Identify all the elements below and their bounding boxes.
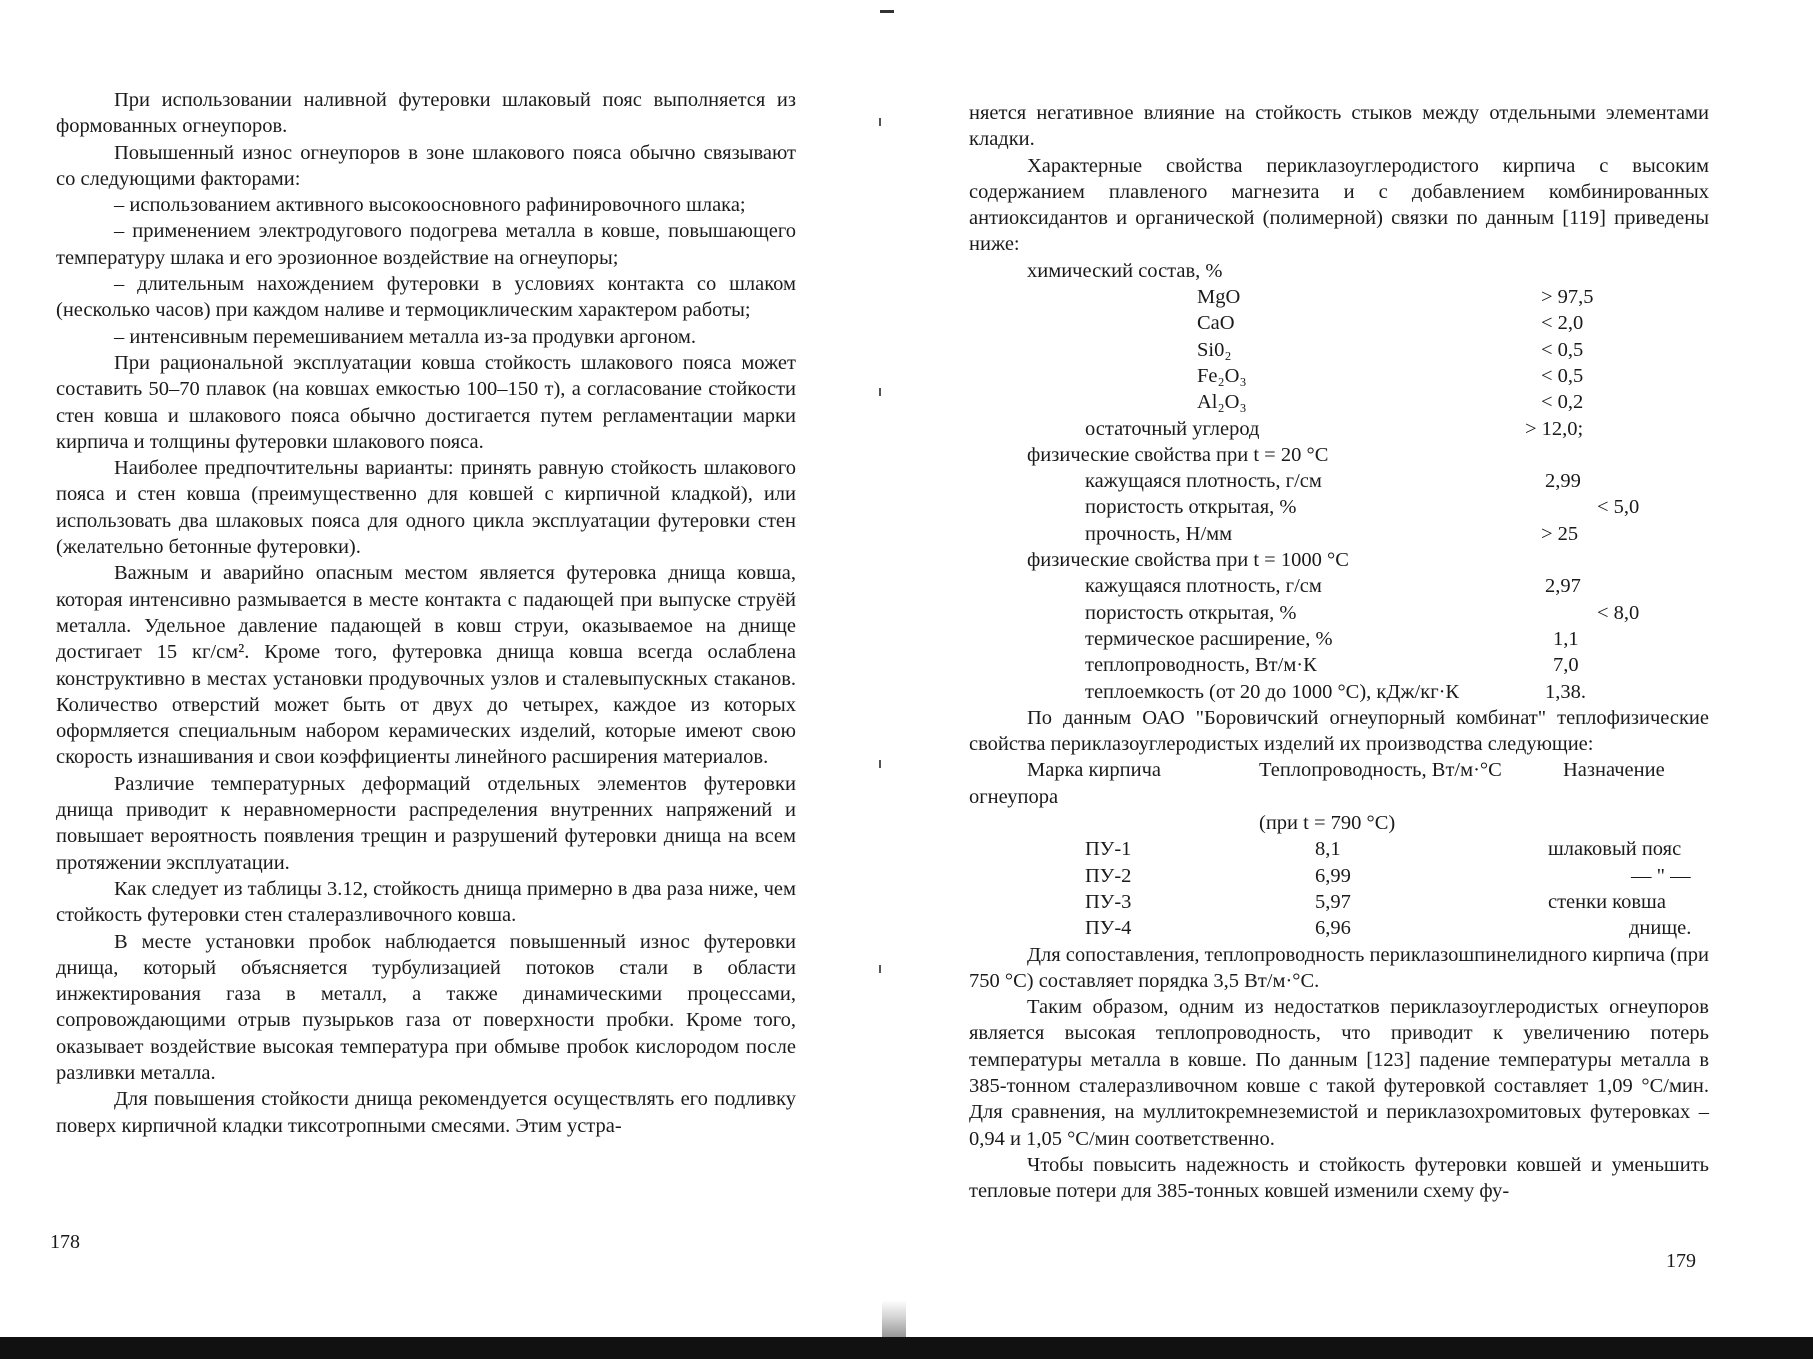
paragraph: Характерные свойства периклазоуглеродистого кирпича с высоким содержанием плавленого магнезита и с добавлением комбинированных антиоксидантов и органической (полимерной) связки по данным [119] приведены ниже: — [969, 154, 1709, 256]
property-name: теплопроводность, Вт/м·К — [1085, 654, 1317, 677]
table-cell: 8,1 — [1315, 838, 1341, 861]
paragraph: няется негативное влияние на стойкость стыков между отдельными элементами кладки. — [969, 102, 1709, 151]
table-cell: шлаковый пояс — [1548, 838, 1682, 861]
paragraph: По данным ОАО "Боровичский огнеупорный комбинат" теплофизические свойства периклазоуглеродистых изделий их производства следующие: — [969, 706, 1709, 756]
paragraph: Для повышения стойкости днища рекомендуется осуществлять его подливку поверх кирпичной кладки тиксотропными смесями. Этим устра- — [56, 1088, 796, 1137]
property-value: 1,38. — [1545, 680, 1586, 703]
left-text-column — [56, 87, 796, 1139]
property-name: остаточный углерод — [1085, 417, 1260, 440]
page-number: 179 — [1666, 1250, 1696, 1272]
list-item: – длительным нахождением футеровки в условиях контакта со шлаком (несколько часов) при каждом наливе и термоциклическим характером работы; — [56, 273, 796, 322]
table-cell: ПУ-4 — [1085, 917, 1132, 940]
column-header: Назначение — [1563, 759, 1665, 782]
property-value: < 0,2 — [1541, 391, 1584, 414]
table-cell: ПУ-1 — [1085, 838, 1132, 861]
column-subheader: (при t = 790 °С) — [1259, 812, 1396, 835]
brick-table — [969, 757, 1709, 941]
property-name: кажущаяся плотность, г/см — [1085, 575, 1322, 598]
list-item: – интенсивным перемешиванием металла из-за продувки аргоном. — [114, 325, 697, 348]
property-name: Al₂O₃ — [1197, 391, 1247, 414]
property-value: 7,0 — [1553, 654, 1579, 677]
scan-bottom-edge — [0, 1337, 1813, 1359]
paragraph: Важным и аварийно опасным местом является футеровка днища ковша, которая интенсивно размывается в месте контакта с падающей при выпуске струёй металла. Удельное давление падающей в ковш струи, оказываемое на днище достигает 15 кг/см². Кроме того, футеровка днища ковша всегда ослаблена конструктивно в местах установки продувочных узлов и сталевыпускных стаканов. Количество отверстий может быть от двух до четырех, каждое из которых оформляется специальным набором керамических изделий, которые имеют свою скорость изнашивания и свои коэффициенты линейного расширения материалов. — [56, 562, 796, 769]
property-name: CaO — [1197, 312, 1235, 335]
property-value: < 8,0 — [1597, 601, 1640, 624]
property-name: пористость открытая, % — [1085, 496, 1297, 519]
property-list — [969, 258, 1709, 705]
column-header: Теплопроводность, Вт/м·°С — [1259, 759, 1502, 782]
property-name: прочность, Н/мм — [1085, 522, 1233, 545]
property-value: 2,97 — [1545, 575, 1581, 598]
paragraph: Повышенный износ огнеупоров в зоне шлакового пояса обычно связывают со следующими факторами: — [56, 141, 796, 190]
paragraph: При рациональной эксплуатации ковша стойкость шлакового пояса может составить 50–70 плавок (на ковшах емкостью 100–150 т), а согласование стойкости стен ковша и шлакового пояса обычно достигается путем регламентации марки кирпича и толщины футеровки шлакового пояса. — [56, 351, 796, 453]
paragraph: Для сопоставления, теплопроводность периклазошпинелидного кирпича (при 750 °С) составляет порядка 3,5 Вт/м·°С. — [969, 943, 1709, 992]
right-text-column — [969, 100, 1709, 1204]
table-row — [969, 836, 1709, 862]
paragraph: При использовании наливной футеровки шлаковый пояс выполняется из формованных огнеупоров. — [56, 89, 796, 138]
table-cell: стенки ковша — [1548, 890, 1666, 913]
column-header: огнеупора — [969, 785, 1059, 808]
property-name: Si0₂ — [1197, 338, 1232, 361]
page-number: 178 — [50, 1231, 80, 1253]
table-cell: днище. — [1629, 917, 1692, 940]
property-name: пористость открытая, % — [1085, 601, 1297, 624]
property-value: < 5,0 — [1597, 496, 1640, 519]
list-item: – применением электродугового подогрева металла в ковше, повышающего температуру шлака и его эрозионное воздействие на огнеупоры; — [56, 220, 796, 269]
paragraph: Как следует из таблицы 3.12, стойкость днища примерно в два раза ниже, чем стойкость футеровки стен сталеразливочного ковша. — [56, 877, 796, 927]
paragraph: Таким образом, одним из недостатков периклазоуглеродистых огнеупоров является высокая теплопроводность, что приводит к увеличению потерь температуры металла в ковше. По данным [123] падение температуры металла в 385-тонном сталеразливочном ковше с такой футеровкой составляет 1,09 °С/мин. Для сравнения, на муллитокремнеземистой и периклазохромитовых футеровках – 0,94 и 1,05 °С/мин соответственно. — [969, 996, 1709, 1150]
table-row — [969, 889, 1709, 915]
property-heading: физические свойства при t = 1000 °С — [1027, 549, 1349, 572]
property-name: Fe₂O₃ — [1197, 364, 1247, 387]
table-cell: ПУ-2 — [1085, 864, 1132, 887]
table-cell: 6,96 — [1315, 917, 1351, 940]
property-value: < 0,5 — [1541, 364, 1584, 387]
property-heading: химический состав, % — [1027, 259, 1223, 282]
property-value: > 25 — [1541, 522, 1579, 545]
property-value: > 12,0; — [1525, 417, 1584, 440]
table-cell: 5,97 — [1315, 890, 1351, 913]
table-cell: — " — — [1631, 864, 1691, 887]
table-row — [969, 915, 1709, 941]
table-header — [969, 810, 1709, 836]
property-name: MgO — [1197, 286, 1241, 309]
list-item: – использованием активного высокоосновного рафинировочного шлака; — [114, 194, 746, 217]
table-row — [969, 863, 1709, 889]
property-value: < 0,5 — [1541, 338, 1584, 361]
property-heading: физические свойства при t = 20 °С — [1027, 443, 1329, 466]
property-name: теплоемкость (от 20 до 1000 °С), кДж/кг·К — [1085, 680, 1460, 703]
property-name: термическое расширение, % — [1085, 627, 1333, 650]
table-header — [969, 757, 1709, 783]
property-value: < 2,0 — [1541, 312, 1584, 335]
column-header: Марка кирпича — [1027, 759, 1161, 782]
paragraph: Чтобы повысить надежность и стойкость футеровки ковшей и уменьшить тепловые потери для 385-тонных ковшей изменили схему фу- — [969, 1153, 1709, 1203]
table-header — [969, 784, 1709, 810]
property-name: кажущаяся плотность, г/см — [1085, 470, 1322, 493]
left-page — [0, 0, 906, 1359]
paragraph: В месте установки пробок наблюдается повышенный износ футеровки днища, который объясняется турбулизацией потоков стали в области инжектирования газа в металл, а также динамическими процессами, сопровождающими отрыв пузырьков газа от поверхности пробки. Кроме того, оказывает воздействие высокая температура при обмыве пробок кислородом после разливки металла. — [56, 930, 796, 1084]
book-spine-shadow — [882, 1300, 906, 1340]
property-value: 2,99 — [1545, 470, 1581, 493]
paragraph: Различие температурных деформаций отдельных элементов футеровки днища приводит к неравномерности распределения внутренних напряжений и повышает вероятность появления трещин и разрушений футеровки днища на всем протяжении эксплуатации. — [56, 772, 796, 874]
table-cell: ПУ-3 — [1085, 890, 1132, 913]
property-value: > 97,5 — [1541, 286, 1594, 309]
property-value: 1,1 — [1553, 627, 1579, 650]
right-page — [906, 0, 1813, 1359]
table-cell: 6,99 — [1315, 864, 1351, 887]
paragraph: Наиболее предпочтительны варианты: принять равную стойкость шлакового пояса и стен ковша (преимущественно для ковшей с кирпичной кладкой), или использовать два шлаковых пояса для одного цикла эксплуатации футеровки стен (желательно бетонные футеровки). — [56, 457, 796, 559]
